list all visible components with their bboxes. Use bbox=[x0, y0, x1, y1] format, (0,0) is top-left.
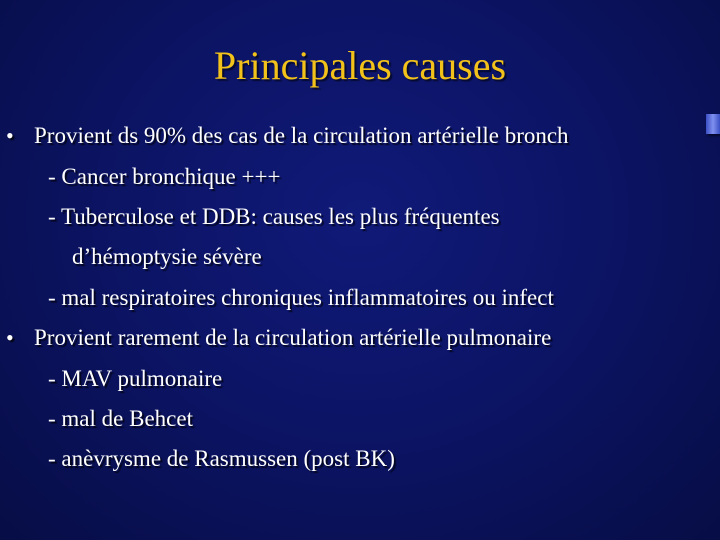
bullet-2-subitem: - mal de Behcet bbox=[48, 406, 193, 431]
bullet-1-text: Provient ds 90% des cas de la circulation artérielle bronch bbox=[34, 123, 569, 148]
bullet-1-subitem: - mal respiratoires chroniques inflammatoires ou infect bbox=[48, 285, 554, 310]
bullet-marker-2: • bbox=[6, 325, 14, 350]
bullet-2-text: Provient rarement de la circulation artérielle pulmonaire bbox=[34, 325, 552, 350]
bullet-2-subitem: - MAV pulmonaire bbox=[48, 366, 223, 391]
bullet-1-subitem-continuation: d’hémoptysie sévère bbox=[72, 244, 262, 269]
bullet-2-subitem: - anèvrysme de Rasmussen (post BK) bbox=[48, 446, 395, 471]
bullet-1-subitem: - Cancer bronchique +++ bbox=[48, 164, 281, 189]
bullet-1-subitem: - Tuberculose et DDB: causes les plus fréquentes bbox=[48, 204, 500, 229]
bullet-marker-1: • bbox=[6, 123, 14, 148]
decorative-bar bbox=[706, 114, 720, 134]
slide-title: Principales causes bbox=[213, 43, 507, 88]
